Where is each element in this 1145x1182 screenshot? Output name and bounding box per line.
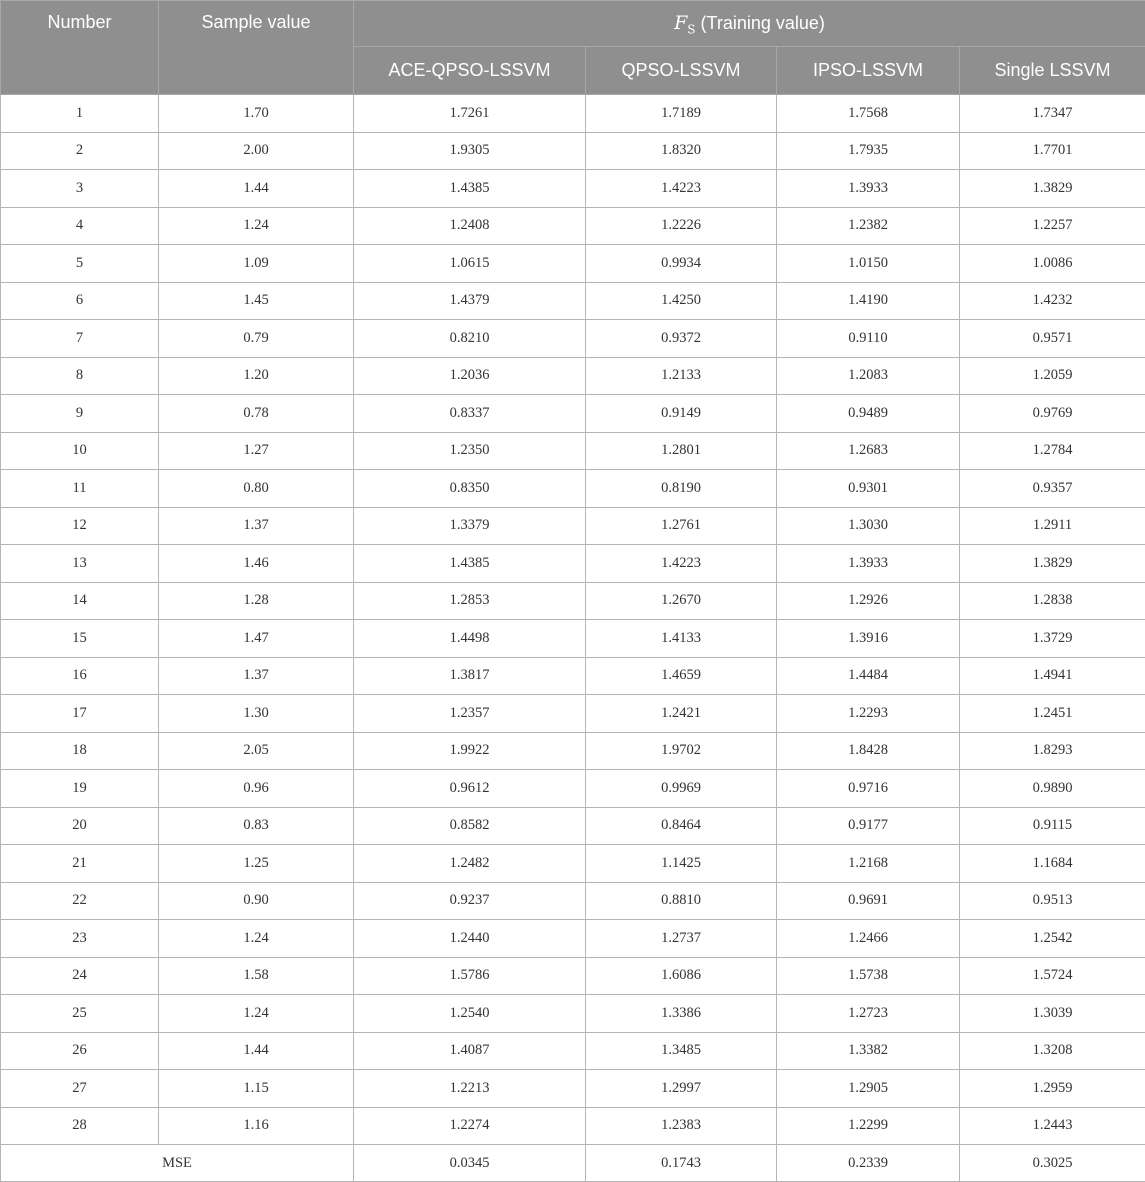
header-model-qpso-lssvm: QPSO-LSSVM: [586, 47, 777, 95]
table-row: [1, 995, 1145, 1033]
header-training-value-group: [354, 1, 1145, 47]
cell-number: 19: [1, 770, 159, 808]
cell-qpso-lssvm: 0.8810: [586, 882, 777, 920]
cell-sample-value: 0.79: [159, 320, 354, 358]
table-row: [1, 807, 1145, 845]
cell-sample-value: 1.24: [159, 207, 354, 245]
cell-number: 4: [1, 207, 159, 245]
cell-ace-qpso-lssvm: 0.8337: [354, 395, 586, 433]
cell-single-lssvm: 0.9769: [960, 395, 1145, 433]
cell-ace-qpso-lssvm: 1.9922: [354, 732, 586, 770]
cell-number: 16: [1, 657, 159, 695]
cell-number: 1: [1, 95, 159, 133]
cell-ace-qpso-lssvm: 1.2540: [354, 995, 586, 1033]
cell-ace-qpso-lssvm: 1.2408: [354, 207, 586, 245]
cell-qpso-lssvm: 0.9969: [586, 770, 777, 808]
table-row: [1, 845, 1145, 883]
cell-sample-value: 1.15: [159, 1070, 354, 1108]
cell-ipso-lssvm: 1.7568: [777, 95, 960, 133]
cell-qpso-lssvm: 1.3386: [586, 995, 777, 1033]
cell-ace-qpso-lssvm: 1.4385: [354, 545, 586, 583]
cell-ace-qpso-lssvm: 0.8210: [354, 320, 586, 358]
cell-sample-value: 1.25: [159, 845, 354, 883]
cell-qpso-lssvm: 1.4659: [586, 657, 777, 695]
table-row: [1, 695, 1145, 733]
cell-number: 7: [1, 320, 159, 358]
cell-qpso-lssvm: 1.2801: [586, 432, 777, 470]
cell-ace-qpso-lssvm: 1.2036: [354, 357, 586, 395]
cell-ipso-lssvm: 1.2683: [777, 432, 960, 470]
cell-single-lssvm: 0.9115: [960, 807, 1145, 845]
cell-single-lssvm: 1.1684: [960, 845, 1145, 883]
mse-value-ipso-lssvm: 0.2339: [777, 1145, 960, 1182]
cell-ipso-lssvm: 1.3933: [777, 545, 960, 583]
cell-ipso-lssvm: 0.9691: [777, 882, 960, 920]
cell-number: 10: [1, 432, 159, 470]
cell-qpso-lssvm: 0.8464: [586, 807, 777, 845]
cell-sample-value: 1.45: [159, 282, 354, 320]
cell-single-lssvm: 1.3039: [960, 995, 1145, 1033]
cell-ipso-lssvm: 1.2168: [777, 845, 960, 883]
cell-ipso-lssvm: 1.2083: [777, 357, 960, 395]
cell-ipso-lssvm: 1.2466: [777, 920, 960, 958]
cell-number: 26: [1, 1032, 159, 1070]
table-row: [1, 432, 1145, 470]
table-row: [1, 320, 1145, 358]
cell-qpso-lssvm: 1.4133: [586, 620, 777, 658]
cell-ace-qpso-lssvm: 1.2357: [354, 695, 586, 733]
cell-qpso-lssvm: 1.6086: [586, 957, 777, 995]
cell-single-lssvm: 0.9513: [960, 882, 1145, 920]
table-row: [1, 582, 1145, 620]
cell-qpso-lssvm: 1.9702: [586, 732, 777, 770]
cell-ace-qpso-lssvm: 0.9237: [354, 882, 586, 920]
cell-sample-value: 1.28: [159, 582, 354, 620]
cell-number: 5: [1, 245, 159, 283]
cell-sample-value: 1.20: [159, 357, 354, 395]
table-row: [1, 732, 1145, 770]
header-sample-value: Sample value: [159, 1, 354, 95]
cell-number: 20: [1, 807, 159, 845]
cell-single-lssvm: 1.2059: [960, 357, 1145, 395]
cell-sample-value: 0.78: [159, 395, 354, 433]
cell-ace-qpso-lssvm: 1.2482: [354, 845, 586, 883]
cell-ace-qpso-lssvm: 1.2350: [354, 432, 586, 470]
table-row: [1, 1032, 1145, 1070]
cell-ipso-lssvm: 1.3916: [777, 620, 960, 658]
cell-ace-qpso-lssvm: 1.9305: [354, 132, 586, 170]
cell-single-lssvm: 1.5724: [960, 957, 1145, 995]
cell-ipso-lssvm: 1.2905: [777, 1070, 960, 1108]
cell-number: 21: [1, 845, 159, 883]
cell-single-lssvm: 1.3829: [960, 170, 1145, 208]
cell-single-lssvm: 1.7701: [960, 132, 1145, 170]
cell-ipso-lssvm: 1.3382: [777, 1032, 960, 1070]
fs-subscript: S: [687, 23, 695, 37]
table-row: [1, 282, 1145, 320]
cell-ace-qpso-lssvm: 1.2853: [354, 582, 586, 620]
table-row: [1, 395, 1145, 433]
cell-single-lssvm: 1.8293: [960, 732, 1145, 770]
table-row: [1, 95, 1145, 133]
table-row: [1, 245, 1145, 283]
cell-ipso-lssvm: 1.5738: [777, 957, 960, 995]
cell-number: 13: [1, 545, 159, 583]
cell-qpso-lssvm: 0.9934: [586, 245, 777, 283]
cell-qpso-lssvm: 1.2997: [586, 1070, 777, 1108]
cell-sample-value: 1.30: [159, 695, 354, 733]
cell-ipso-lssvm: 1.3030: [777, 507, 960, 545]
cell-qpso-lssvm: 1.2761: [586, 507, 777, 545]
cell-number: 6: [1, 282, 159, 320]
fs-symbol: F: [674, 12, 687, 34]
table-row: [1, 657, 1145, 695]
cell-number: 11: [1, 470, 159, 508]
cell-sample-value: 2.05: [159, 732, 354, 770]
header-number: Number: [1, 1, 159, 95]
table-row: [1, 920, 1145, 958]
cell-ipso-lssvm: 1.2293: [777, 695, 960, 733]
cell-number: 22: [1, 882, 159, 920]
cell-sample-value: 1.37: [159, 507, 354, 545]
cell-sample-value: 1.27: [159, 432, 354, 470]
cell-single-lssvm: 1.0086: [960, 245, 1145, 283]
table-row: [1, 207, 1145, 245]
cell-single-lssvm: 1.7347: [960, 95, 1145, 133]
header-model-single-lssvm: Single LSSVM: [960, 47, 1145, 95]
cell-number: 24: [1, 957, 159, 995]
cell-number: 15: [1, 620, 159, 658]
cell-ipso-lssvm: 0.9301: [777, 470, 960, 508]
cell-number: 23: [1, 920, 159, 958]
cell-number: 17: [1, 695, 159, 733]
training-value-label: (Training value): [696, 13, 825, 33]
cell-single-lssvm: 1.2257: [960, 207, 1145, 245]
table-row: [1, 770, 1145, 808]
cell-ipso-lssvm: 1.2299: [777, 1107, 960, 1145]
table-row: [1, 470, 1145, 508]
cell-ipso-lssvm: 0.9716: [777, 770, 960, 808]
cell-ace-qpso-lssvm: 1.2440: [354, 920, 586, 958]
table-row: [1, 507, 1145, 545]
table-row: [1, 957, 1145, 995]
cell-ace-qpso-lssvm: 1.4385: [354, 170, 586, 208]
cell-ipso-lssvm: 1.0150: [777, 245, 960, 283]
cell-sample-value: 2.00: [159, 132, 354, 170]
cell-sample-value: 1.16: [159, 1107, 354, 1145]
cell-ace-qpso-lssvm: 1.4498: [354, 620, 586, 658]
cell-sample-value: 1.09: [159, 245, 354, 283]
mse-value-qpso-lssvm: 0.1743: [586, 1145, 777, 1182]
mse-value-ace-qpso-lssvm: 0.0345: [354, 1145, 586, 1182]
cell-number: 27: [1, 1070, 159, 1108]
table-row: [1, 545, 1145, 583]
cell-ace-qpso-lssvm: 0.8582: [354, 807, 586, 845]
cell-sample-value: 0.96: [159, 770, 354, 808]
cell-number: 3: [1, 170, 159, 208]
table-row: [1, 882, 1145, 920]
cell-qpso-lssvm: 1.4223: [586, 170, 777, 208]
cell-single-lssvm: 1.3208: [960, 1032, 1145, 1070]
cell-sample-value: 1.47: [159, 620, 354, 658]
table-row: [1, 620, 1145, 658]
cell-ipso-lssvm: 1.8428: [777, 732, 960, 770]
cell-ace-qpso-lssvm: 1.2213: [354, 1070, 586, 1108]
cell-single-lssvm: 0.9571: [960, 320, 1145, 358]
cell-ace-qpso-lssvm: 1.4379: [354, 282, 586, 320]
cell-ipso-lssvm: 0.9110: [777, 320, 960, 358]
cell-ipso-lssvm: 0.9177: [777, 807, 960, 845]
cell-qpso-lssvm: 1.4223: [586, 545, 777, 583]
cell-single-lssvm: 1.3729: [960, 620, 1145, 658]
cell-sample-value: 0.80: [159, 470, 354, 508]
cell-ipso-lssvm: 1.2723: [777, 995, 960, 1033]
table-row: [1, 170, 1145, 208]
cell-single-lssvm: 1.4232: [960, 282, 1145, 320]
cell-ipso-lssvm: 1.4484: [777, 657, 960, 695]
cell-ace-qpso-lssvm: 0.9612: [354, 770, 586, 808]
cell-single-lssvm: 1.2542: [960, 920, 1145, 958]
cell-single-lssvm: 0.9890: [960, 770, 1145, 808]
cell-qpso-lssvm: 1.4250: [586, 282, 777, 320]
cell-ipso-lssvm: 1.7935: [777, 132, 960, 170]
cell-single-lssvm: 1.2959: [960, 1070, 1145, 1108]
cell-number: 18: [1, 732, 159, 770]
cell-sample-value: 1.46: [159, 545, 354, 583]
cell-ace-qpso-lssvm: 1.0615: [354, 245, 586, 283]
cell-number: 14: [1, 582, 159, 620]
cell-qpso-lssvm: 1.8320: [586, 132, 777, 170]
mse-row: [1, 1145, 1145, 1182]
cell-single-lssvm: 1.2784: [960, 432, 1145, 470]
mse-value-single-lssvm: 0.3025: [960, 1145, 1145, 1182]
cell-ipso-lssvm: 1.2382: [777, 207, 960, 245]
cell-qpso-lssvm: 1.3485: [586, 1032, 777, 1070]
cell-ipso-lssvm: 1.2926: [777, 582, 960, 620]
cell-qpso-lssvm: 0.8190: [586, 470, 777, 508]
cell-ace-qpso-lssvm: 1.3817: [354, 657, 586, 695]
cell-single-lssvm: 1.2838: [960, 582, 1145, 620]
cell-sample-value: 1.44: [159, 1032, 354, 1070]
cell-qpso-lssvm: 1.2383: [586, 1107, 777, 1145]
cell-ace-qpso-lssvm: 1.2274: [354, 1107, 586, 1145]
cell-single-lssvm: 0.9357: [960, 470, 1145, 508]
header-model-ace-qpso-lssvm: ACE-QPSO-LSSVM: [354, 47, 586, 95]
cell-qpso-lssvm: 1.2226: [586, 207, 777, 245]
cell-ipso-lssvm: 0.9489: [777, 395, 960, 433]
cell-ace-qpso-lssvm: 0.8350: [354, 470, 586, 508]
cell-qpso-lssvm: 1.7189: [586, 95, 777, 133]
cell-sample-value: 1.58: [159, 957, 354, 995]
cell-sample-value: 1.44: [159, 170, 354, 208]
cell-ace-qpso-lssvm: 1.3379: [354, 507, 586, 545]
cell-sample-value: 1.24: [159, 920, 354, 958]
table-row: [1, 1070, 1145, 1108]
cell-qpso-lssvm: 1.2670: [586, 582, 777, 620]
cell-qpso-lssvm: 1.2421: [586, 695, 777, 733]
table-row: [1, 132, 1145, 170]
cell-ipso-lssvm: 1.4190: [777, 282, 960, 320]
cell-number: 28: [1, 1107, 159, 1145]
cell-qpso-lssvm: 0.9149: [586, 395, 777, 433]
cell-ipso-lssvm: 1.3933: [777, 170, 960, 208]
table-row: [1, 1107, 1145, 1145]
cell-ace-qpso-lssvm: 1.5786: [354, 957, 586, 995]
cell-sample-value: 0.83: [159, 807, 354, 845]
header-model-ipso-lssvm: IPSO-LSSVM: [777, 47, 960, 95]
cell-number: 25: [1, 995, 159, 1033]
cell-ace-qpso-lssvm: 1.7261: [354, 95, 586, 133]
cell-single-lssvm: 1.3829: [960, 545, 1145, 583]
cell-sample-value: 1.70: [159, 95, 354, 133]
cell-sample-value: 0.90: [159, 882, 354, 920]
cell-sample-value: 1.37: [159, 657, 354, 695]
table-body: [1, 95, 1145, 1182]
cell-qpso-lssvm: 1.2133: [586, 357, 777, 395]
cell-number: 8: [1, 357, 159, 395]
cell-ace-qpso-lssvm: 1.4087: [354, 1032, 586, 1070]
cell-qpso-lssvm: 1.1425: [586, 845, 777, 883]
cell-number: 12: [1, 507, 159, 545]
cell-single-lssvm: 1.2443: [960, 1107, 1145, 1145]
cell-single-lssvm: 1.2451: [960, 695, 1145, 733]
mse-label: MSE: [1, 1145, 354, 1182]
cell-single-lssvm: 1.2911: [960, 507, 1145, 545]
table-row: [1, 357, 1145, 395]
cell-qpso-lssvm: 1.2737: [586, 920, 777, 958]
cell-single-lssvm: 1.4941: [960, 657, 1145, 695]
cell-number: 2: [1, 132, 159, 170]
cell-qpso-lssvm: 0.9372: [586, 320, 777, 358]
cell-number: 9: [1, 395, 159, 433]
table-header: [1, 1, 1145, 95]
cell-sample-value: 1.24: [159, 995, 354, 1033]
